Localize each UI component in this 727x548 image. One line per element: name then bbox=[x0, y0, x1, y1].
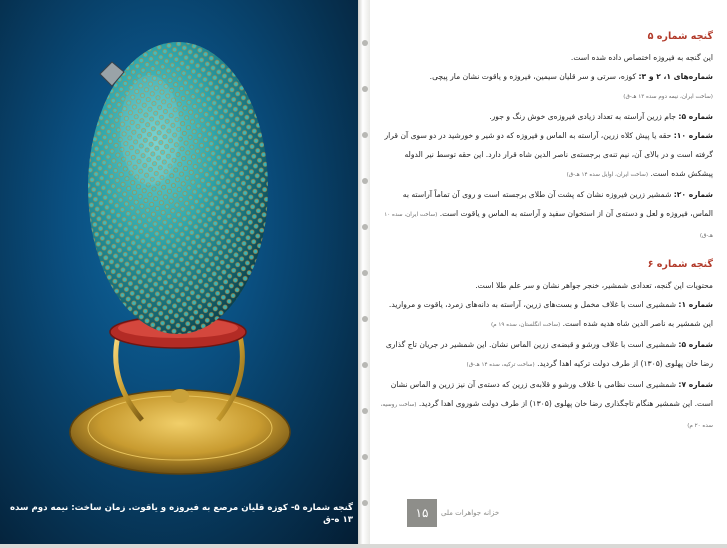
section-5-item-b: شماره ۵: جام زرین آراسته به تعداد زیادی فیروزه‌ی خوش رنگ و جور. bbox=[489, 112, 713, 121]
right-page bbox=[370, 0, 727, 544]
section-6-item-a-extra: این شمشیر به ناصر الدین شاه هدیه شده است. (ساخت انگلستان، سده ۱۹ م) bbox=[490, 319, 713, 328]
section-6-title: گنجه شماره ۶ bbox=[647, 259, 713, 270]
section-5-intro: این گنجه به فیروزه اختصاص داده شده است. bbox=[570, 53, 713, 62]
binding-holes bbox=[360, 0, 370, 544]
section-6-item-b: شماره ۵: شمشیری است با غلاف ورشو و قبضه‌ی زرین الماس نشان. این شمشیر در جریان تاج گذاری رضا خان پهلوی (۱۳۰۵) از طرف دولت ترکیه اهدا گردید. (ساخت ترکیه، سده ۱۴ هـ-ق) bbox=[385, 340, 713, 368]
section-5-item-a: شماره‌های ۱، ۲ و ۳: کوزه، سرتی و سر قلیان سیمین، فیروزه و یاقوت نشان مار پیچی. bbox=[429, 72, 713, 81]
page-footer bbox=[407, 499, 527, 527]
section-6-intro: محتویات این گنجه، تعدادی شمشیر، خنجر جواهر نشان و سر علم طلا است. bbox=[475, 281, 713, 290]
section-cabinet-5 bbox=[380, 30, 713, 246]
section-5-title: گنجه شماره ۵ bbox=[647, 31, 713, 42]
section-6-item-a: شماره ۱: شمشیری است با غلاف مخمل و بست‌های زرین، آراسته به دانه‌های زمرد، یاقوت و مروارید. bbox=[388, 300, 713, 309]
section-5-item-d: شماره ۲۰: شمشیر زرین فیروزه نشان که پشت آن طلای برجسته است و روی آن تماماً آراسته به الماس، فیروزه و لعل و دسته‌ی آن از استخوان سفید و آراسته به الماس و یاقوت است. (ساخت ایران، سده ۱۰ هـ-ق) bbox=[384, 190, 713, 239]
jeweled-hookah-image bbox=[0, 0, 358, 544]
book-title: خزانه جواهرات ملی bbox=[441, 509, 500, 517]
section-6-item-c: شماره ۷: شمشیری است نظامی با غلاف ورشو و قلابه‌ی زرین که دسته‌ی آن نیز زرین و الماس نشان است. این شمشیر هنگام تاجگذاری رضا خان پهلوی (۱۳۰۵) از طرف دولت شوروی اهدا گردید. (ساخت روسیه، سده ۲۰ م) bbox=[380, 380, 713, 429]
left-page bbox=[0, 0, 361, 544]
section-cabinet-6 bbox=[380, 258, 713, 436]
hookah-photo bbox=[0, 0, 358, 544]
section-5-item-c: شماره ۱۰: حقه یا پیش کلاه زرین، آراسته به الماس و فیروزه که دو شیر و خورشید در دو سوی آن قرار گرفته است و در بالای آن، نیم تنه‌ی برجسته‌ی ناصر الدین شاه قرار دارد. این حقه توسط نیر الدوله پیشکش شده است. (ساخت ایران، اوایل سده ۱۴ هـ-ق) bbox=[384, 131, 713, 178]
section-5-item-a-note: (ساخت ایران، نیمه دوم سده ۱۳ هـ-ق) bbox=[623, 94, 713, 100]
page-number: ۱۵ bbox=[407, 499, 437, 527]
photo-caption: گنجه شماره ۵- کوزه قلیان مرصع به فیروزه و یاقوت. زمان ساخت: نیمه دوم سده ۱۳ ه-ق bbox=[9, 503, 353, 525]
